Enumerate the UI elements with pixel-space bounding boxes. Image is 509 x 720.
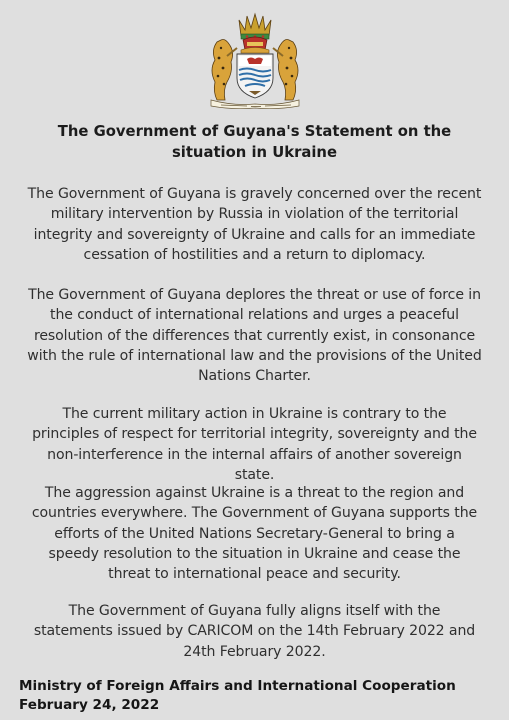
helmet [241, 37, 269, 53]
shield [237, 54, 273, 98]
left-jaguar [212, 40, 237, 101]
paragraph-contrary-principles: The current military action in Ukraine is contrary to the principles of respect for territorial integrity, sovereignty and the non-interference in the internal affairs of another sovereign state. [32, 406, 477, 483]
paragraph-concern: The Government of Guyana is gravely concerned over the recent military intervention by Russia in violation of the territorial integrity and sovereignty of Ukraine and calls for an immediate cessation of hostilities and a return to diplomacy. [27, 186, 482, 263]
paragraph-aggression-threat: The aggression against Ukraine is a threat to the region and countries everywhere. The Government of Guyana supports the efforts of the United Nations Secretary-General to bring a speedy resolution to the situation in Ukraine and cease the threat to international peace and security. [31, 485, 478, 583]
paragraph-deplores-force: The Government of Guyana deplores the threat or use of force in the conduct of international relations and urges a peaceful resolution of the differences that currently exist, in consonance with the rule of international law and the provisions of the United Nations Charter. [27, 287, 482, 385]
paragraph-caricom-alignment: The Government of Guyana fully aligns itself with the statements issued by CARICOM on the 14th February 2022 and 24th February 2022. [33, 603, 476, 660]
feather-crown [239, 14, 271, 39]
signature-date: February 24, 2022 [19, 697, 160, 713]
coat-of-arms-emblem [203, 12, 307, 110]
signature-ministry: Ministry of Foreign Affairs and International Cooperation [19, 678, 456, 694]
coat-of-arms-icon [203, 12, 307, 110]
statement-title: The Government of Guyana's Statement on the situation in Ukraine [57, 123, 452, 161]
right-jaguar [273, 40, 298, 101]
motto-scroll [211, 100, 299, 109]
